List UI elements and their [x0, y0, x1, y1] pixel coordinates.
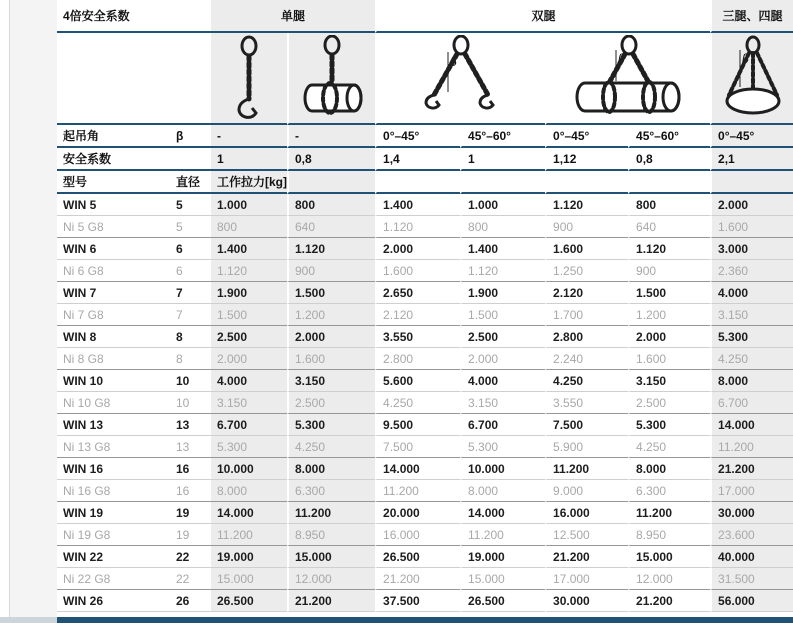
load-value-cell: 1.600 — [287, 348, 375, 370]
table-row — [57, 304, 793, 326]
load-value-cell: 800 — [628, 194, 710, 216]
two-leg-hook-sling-icon — [375, 33, 545, 125]
load-value-cell: 3.550 — [545, 392, 628, 414]
load-value-cell: 2.500 — [211, 326, 287, 348]
load-value-cell: 1.000 — [211, 194, 287, 216]
load-value-cell: 30.000 — [545, 590, 628, 612]
load-value-cell: 6.300 — [287, 480, 375, 502]
empty-cell — [545, 171, 628, 194]
load-value-cell: 26.500 — [211, 590, 287, 612]
load-value-cell: 4.000 — [460, 370, 545, 392]
diameter-cell: 22 — [170, 546, 211, 568]
load-value-cell: 2.000 — [460, 348, 545, 370]
load-value-cell: 21.200 — [628, 590, 710, 612]
safety-factor-row — [57, 148, 793, 171]
diameter-cell: 10 — [170, 392, 211, 414]
load-value-cell: 19.000 — [460, 546, 545, 568]
angle-value-cell: 0°–45° — [710, 125, 793, 148]
load-value-cell: 2.240 — [545, 348, 628, 370]
load-value-cell: 800 — [287, 194, 375, 216]
load-value-cell: 640 — [287, 216, 375, 238]
load-value-cell: 1.600 — [628, 348, 710, 370]
load-value-cell: 2.000 — [628, 326, 710, 348]
load-value-cell: 19.000 — [211, 546, 287, 568]
load-value-cell: 6.700 — [211, 414, 287, 436]
single-leg-choker-sling-icon — [287, 33, 375, 125]
table-row — [57, 524, 793, 546]
beta-symbol: β — [617, 52, 625, 66]
load-value-cell: 7.500 — [375, 436, 460, 458]
safety-row-label: 安全系数 — [57, 148, 170, 171]
load-value-cell: 26.500 — [460, 590, 545, 612]
diameter-cell: 16 — [170, 458, 211, 480]
angle-beta-symbol: β — [170, 125, 211, 148]
diameter-cell: 7 — [170, 304, 211, 326]
load-value-cell: 11.200 — [460, 524, 545, 546]
table-row — [57, 282, 793, 304]
load-value-cell: 4.250 — [287, 436, 375, 458]
diameter-cell: 22 — [170, 568, 211, 590]
load-value-cell: 11.200 — [287, 502, 375, 524]
load-value-cell: 1.900 — [460, 282, 545, 304]
load-value-cell: 2.500 — [287, 392, 375, 414]
beta-symbol: β — [450, 55, 457, 69]
load-value-cell: 4.000 — [710, 282, 793, 304]
diameter-cell: 19 — [170, 502, 211, 524]
angle-value-cell: 0°–45° — [375, 125, 460, 148]
table-row — [57, 590, 793, 612]
load-value-cell: 11.200 — [545, 458, 628, 480]
table-row — [57, 436, 793, 458]
table-row — [57, 480, 793, 502]
load-value-cell: 26.500 — [375, 546, 460, 568]
load-value-cell: 15.000 — [628, 546, 710, 568]
table-row — [57, 458, 793, 480]
load-value-cell: 2.000 — [375, 238, 460, 260]
load-value-cell: 8.000 — [460, 480, 545, 502]
diameter-cell: 26 — [170, 590, 211, 612]
load-value-cell: 9.000 — [545, 480, 628, 502]
load-value-cell: 21.200 — [710, 458, 793, 480]
load-value-cell: 900 — [287, 260, 375, 282]
load-value-cell: 14.000 — [460, 502, 545, 524]
load-value-cell: 23.600 — [710, 524, 793, 546]
load-value-cell: 31.500 — [710, 568, 793, 590]
table-title: 4倍安全系数 — [57, 0, 211, 33]
table-row — [57, 392, 793, 414]
safety-value-cell: 0,8 — [628, 148, 710, 171]
load-value-cell: 1.000 — [460, 194, 545, 216]
load-value-cell: 8.000 — [287, 458, 375, 480]
load-value-cell: 30.000 — [710, 502, 793, 524]
angle-value-cell: 0°–45° — [545, 125, 628, 148]
table-row — [57, 238, 793, 260]
group-header-double-leg: 双腿 — [375, 0, 710, 33]
bottom-bar — [0, 617, 793, 623]
load-value-cell: 15.000 — [460, 568, 545, 590]
table-row — [57, 194, 793, 216]
diameter-column-title: 直径 — [170, 171, 211, 194]
load-value-cell: 3.000 — [710, 238, 793, 260]
load-value-cell: 37.500 — [375, 590, 460, 612]
table-row — [57, 568, 793, 590]
load-value-cell: 1.400 — [375, 194, 460, 216]
load-value-cell: 1.500 — [211, 304, 287, 326]
load-value-cell: 1.120 — [460, 260, 545, 282]
load-value-cell: 900 — [628, 260, 710, 282]
table-body — [57, 194, 793, 612]
page-left-margin-strip — [9, 0, 57, 623]
load-value-cell: 3.550 — [375, 326, 460, 348]
load-value-cell: 5.300 — [710, 326, 793, 348]
load-value-cell: 6.700 — [710, 392, 793, 414]
model-cell: Ni 13 G8 — [57, 436, 170, 458]
load-value-cell: 1.600 — [545, 238, 628, 260]
load-value-cell: 20.000 — [375, 502, 460, 524]
angle-value-cell: 45°–60° — [460, 125, 545, 148]
load-value-cell: 2.000 — [287, 326, 375, 348]
empty-cell — [628, 171, 710, 194]
load-value-cell: 14.000 — [710, 414, 793, 436]
diameter-cell: 5 — [170, 194, 211, 216]
load-value-cell: 1.200 — [287, 304, 375, 326]
table-row — [57, 216, 793, 238]
sling-load-table — [57, 0, 793, 612]
load-value-cell: 1.500 — [628, 282, 710, 304]
empty-cell — [287, 171, 375, 194]
load-value-cell: 800 — [460, 216, 545, 238]
load-value-cell: 1.120 — [211, 260, 287, 282]
empty-cell — [710, 171, 793, 194]
load-value-cell: 16.000 — [375, 524, 460, 546]
load-value-cell: 12.000 — [287, 568, 375, 590]
load-value-cell: 1.700 — [545, 304, 628, 326]
group-header-row — [57, 0, 793, 33]
load-value-cell: 1.200 — [628, 304, 710, 326]
load-value-cell: 15.000 — [211, 568, 287, 590]
load-value-cell: 1.900 — [211, 282, 287, 304]
load-value-cell: 11.200 — [375, 480, 460, 502]
load-value-cell: 2.360 — [710, 260, 793, 282]
model-cell: Ni 19 G8 — [57, 524, 170, 546]
model-cell: Ni 5 G8 — [57, 216, 170, 238]
table-row — [57, 260, 793, 282]
load-value-cell: 3.150 — [211, 392, 287, 414]
diameter-cell: 6 — [170, 238, 211, 260]
angle-row-label: 起吊角 — [57, 125, 170, 148]
model-cell: WIN 5 — [57, 194, 170, 216]
load-value-cell: 3.150 — [460, 392, 545, 414]
lifting-angle-row — [57, 125, 793, 148]
illustrations-row — [57, 33, 793, 125]
load-value-cell: 2.650 — [375, 282, 460, 304]
single-leg-hook-sling-icon — [211, 33, 287, 125]
model-cell: WIN 16 — [57, 458, 170, 480]
bottom-bar-navy-segment — [57, 617, 793, 623]
multi-leg-basket-sling-icon — [710, 33, 793, 125]
safety-value-cell: 1 — [460, 148, 545, 171]
load-value-cell: 800 — [211, 216, 287, 238]
load-value-cell: 1.120 — [375, 216, 460, 238]
load-value-cell: 5.300 — [211, 436, 287, 458]
load-value-cell: 3.150 — [287, 370, 375, 392]
beta-symbol: β — [742, 52, 749, 66]
load-value-cell: 2.500 — [460, 326, 545, 348]
load-value-cell: 2.800 — [545, 326, 628, 348]
load-value-cell: 1.120 — [287, 238, 375, 260]
load-value-cell: 16.000 — [545, 502, 628, 524]
safety-value-cell: 1 — [211, 148, 287, 171]
load-value-cell: 1.120 — [545, 194, 628, 216]
group-header-multi-leg: 三腿、四腿 — [710, 0, 793, 33]
load-value-cell: 6.300 — [628, 480, 710, 502]
load-value-cell: 4.250 — [375, 392, 460, 414]
model-cell: WIN 19 — [57, 502, 170, 524]
load-value-cell: 2.800 — [375, 348, 460, 370]
diameter-cell: 19 — [170, 524, 211, 546]
working-load-column-title: 工作拉力[kg] — [217, 175, 287, 189]
diameter-cell: 5 — [170, 216, 211, 238]
model-cell: WIN 26 — [57, 590, 170, 612]
load-value-cell: 56.000 — [710, 590, 793, 612]
model-cell: WIN 13 — [57, 414, 170, 436]
load-value-cell: 8.000 — [710, 370, 793, 392]
empty-cell — [375, 171, 460, 194]
load-value-cell: 2.500 — [628, 392, 710, 414]
model-cell: WIN 8 — [57, 326, 170, 348]
empty-cell — [460, 171, 545, 194]
load-value-cell: 8.950 — [628, 524, 710, 546]
safety-value-cell: 1,4 — [375, 148, 460, 171]
safety-value-cell: 0,8 — [287, 148, 375, 171]
model-cell: Ni 7 G8 — [57, 304, 170, 326]
group-header-single-leg: 单腿 — [211, 0, 375, 33]
load-value-cell: 14.000 — [375, 458, 460, 480]
model-cell: WIN 10 — [57, 370, 170, 392]
load-value-cell: 5.300 — [460, 436, 545, 458]
load-value-cell: 11.200 — [628, 502, 710, 524]
load-value-cell: 1.500 — [460, 304, 545, 326]
table-row — [57, 348, 793, 370]
safety-empty-cell — [170, 148, 211, 171]
load-value-cell: 5.900 — [545, 436, 628, 458]
load-value-cell: 8.000 — [628, 458, 710, 480]
load-value-cell: 4.250 — [545, 370, 628, 392]
load-value-cell: 640 — [628, 216, 710, 238]
load-value-cell: 7.500 — [545, 414, 628, 436]
table-row — [57, 414, 793, 436]
load-value-cell: 1.600 — [375, 260, 460, 282]
diameter-cell: 8 — [170, 348, 211, 370]
angle-value-cell: - — [287, 125, 375, 148]
load-value-cell: 900 — [545, 216, 628, 238]
column-titles-row — [57, 171, 793, 194]
load-value-cell: 10.000 — [211, 458, 287, 480]
load-value-cell: 6.700 — [460, 414, 545, 436]
model-cell: WIN 6 — [57, 238, 170, 260]
load-value-cell: 14.000 — [211, 502, 287, 524]
load-value-cell: 1.250 — [545, 260, 628, 282]
model-cell: Ni 22 G8 — [57, 568, 170, 590]
model-cell: WIN 7 — [57, 282, 170, 304]
load-value-cell: 4.000 — [211, 370, 287, 392]
load-value-cell: 10.000 — [460, 458, 545, 480]
diameter-cell: 8 — [170, 326, 211, 348]
load-value-cell: 5.300 — [628, 414, 710, 436]
load-value-cell: 21.200 — [375, 568, 460, 590]
load-value-cell: 11.200 — [211, 524, 287, 546]
model-cell: Ni 10 G8 — [57, 392, 170, 414]
load-value-cell: 1.400 — [460, 238, 545, 260]
load-value-cell: 9.500 — [375, 414, 460, 436]
diameter-cell: 16 — [170, 480, 211, 502]
illustrations-empty-cell — [57, 33, 211, 125]
load-value-cell: 15.000 — [287, 546, 375, 568]
table-row — [57, 502, 793, 524]
load-value-cell: 40.000 — [710, 546, 793, 568]
load-value-cell: 2.120 — [375, 304, 460, 326]
load-value-cell: 17.000 — [545, 568, 628, 590]
bottom-bar-left-segment — [0, 617, 57, 623]
angle-value-cell: 45°–60° — [628, 125, 710, 148]
load-value-cell: 3.150 — [628, 370, 710, 392]
load-value-cell: 17.000 — [710, 480, 793, 502]
table-row — [57, 326, 793, 348]
load-value-cell: 12.500 — [545, 524, 628, 546]
load-value-cell: 8.950 — [287, 524, 375, 546]
diameter-cell: 7 — [170, 282, 211, 304]
load-value-cell: 5.600 — [375, 370, 460, 392]
model-cell: Ni 8 G8 — [57, 348, 170, 370]
model-cell: Ni 16 G8 — [57, 480, 170, 502]
two-leg-choker-sling-icon — [545, 33, 710, 125]
load-value-cell: 21.200 — [287, 590, 375, 612]
table-row — [57, 546, 793, 568]
load-value-cell: 12.000 — [628, 568, 710, 590]
load-value-cell: 4.250 — [710, 348, 793, 370]
load-value-cell: 1.600 — [710, 216, 793, 238]
load-value-cell: 4.250 — [628, 436, 710, 458]
load-value-cell: 11.200 — [710, 436, 793, 458]
model-cell: Ni 6 G8 — [57, 260, 170, 282]
diameter-cell: 6 — [170, 260, 211, 282]
load-value-cell: 5.300 — [287, 414, 375, 436]
model-cell: WIN 22 — [57, 546, 170, 568]
model-column-title: 型号 — [57, 171, 170, 194]
load-value-cell: 2.120 — [545, 282, 628, 304]
safety-value-cell: 1,12 — [545, 148, 628, 171]
load-value-cell: 2.000 — [211, 348, 287, 370]
load-value-cell: 1.120 — [628, 238, 710, 260]
load-value-cell: 21.200 — [545, 546, 628, 568]
load-value-cell: 1.400 — [211, 238, 287, 260]
safety-value-cell: 2,1 — [710, 148, 793, 171]
load-value-cell: 1.500 — [287, 282, 375, 304]
table-row — [57, 370, 793, 392]
angle-value-cell: - — [211, 125, 287, 148]
load-value-cell: 3.150 — [710, 304, 793, 326]
diameter-cell: 13 — [170, 436, 211, 458]
diameter-cell: 13 — [170, 414, 211, 436]
diameter-cell: 10 — [170, 370, 211, 392]
load-value-cell: 2.000 — [710, 194, 793, 216]
load-value-cell: 8.000 — [211, 480, 287, 502]
